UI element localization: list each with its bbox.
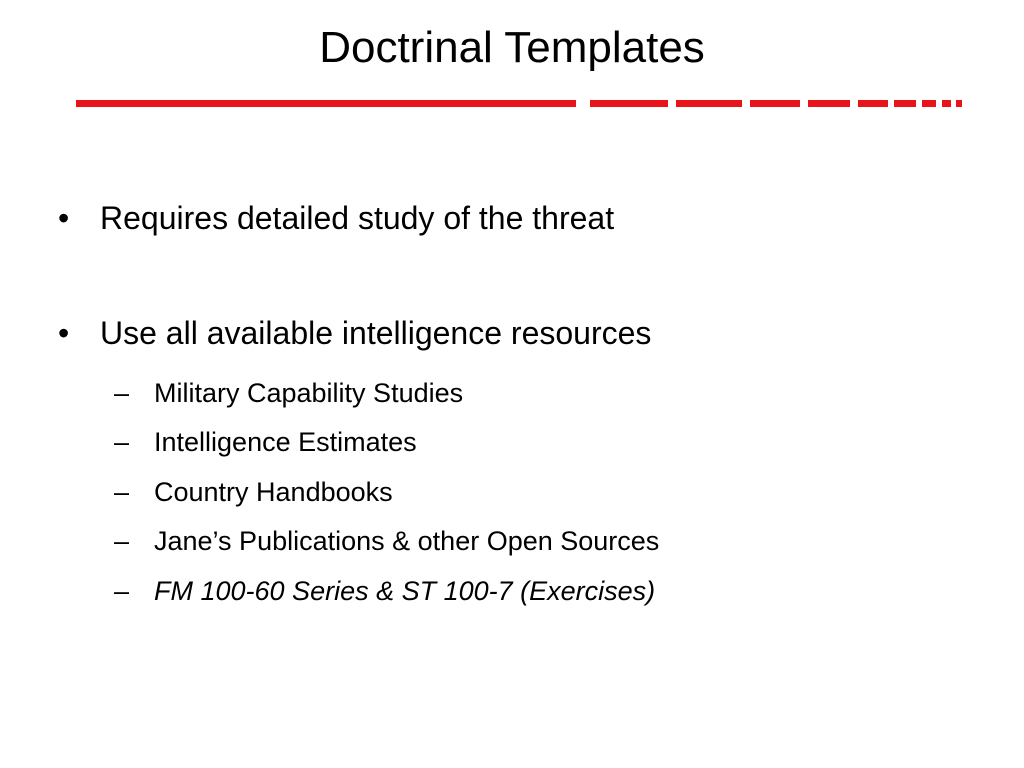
sub-bullet-marker: – bbox=[114, 526, 130, 556]
sub-bullet-marker: – bbox=[114, 576, 130, 606]
sub-bullet-item bbox=[114, 425, 417, 459]
rule-segment bbox=[922, 100, 936, 107]
rule-segment bbox=[808, 100, 850, 107]
bullet-marker: • bbox=[58, 315, 70, 351]
sub-bullet-marker: – bbox=[114, 378, 130, 408]
rule-segment bbox=[942, 100, 951, 107]
sub-bullet-item bbox=[114, 524, 659, 558]
sub-bullet-text: Jane’s Publications & other Open Sources bbox=[154, 526, 660, 556]
bullet-text: Requires detailed study of the threat bbox=[100, 200, 615, 236]
sub-bullet-item bbox=[114, 376, 463, 410]
sub-bullet-text: Military Capability Studies bbox=[154, 378, 464, 408]
bullet-marker: • bbox=[58, 200, 70, 236]
sub-bullet-text: Intelligence Estimates bbox=[154, 427, 417, 457]
sub-bullet-marker: – bbox=[114, 477, 130, 507]
sub-bullet-text: Country Handbooks bbox=[154, 477, 393, 507]
sub-bullet-text: FM 100-60 Series & ST 100-7 (Exercises) bbox=[154, 576, 656, 606]
sub-bullet-item bbox=[114, 574, 655, 608]
rule-segment bbox=[76, 100, 576, 107]
rule-segment bbox=[858, 100, 888, 107]
rule-segment bbox=[750, 100, 800, 107]
rule-segment bbox=[676, 100, 742, 107]
rule-segment bbox=[956, 100, 962, 107]
bullet-item bbox=[58, 313, 651, 353]
slide-title: Doctrinal Templates bbox=[319, 23, 705, 72]
sub-bullet-item bbox=[114, 475, 393, 509]
rule-segment bbox=[894, 100, 916, 107]
title-divider-rule bbox=[0, 96, 1024, 112]
sub-bullet-marker: – bbox=[114, 427, 130, 457]
bullet-item bbox=[58, 198, 614, 238]
bullet-text: Use all available intelligence resources bbox=[100, 315, 652, 351]
rule-segment bbox=[590, 100, 668, 107]
